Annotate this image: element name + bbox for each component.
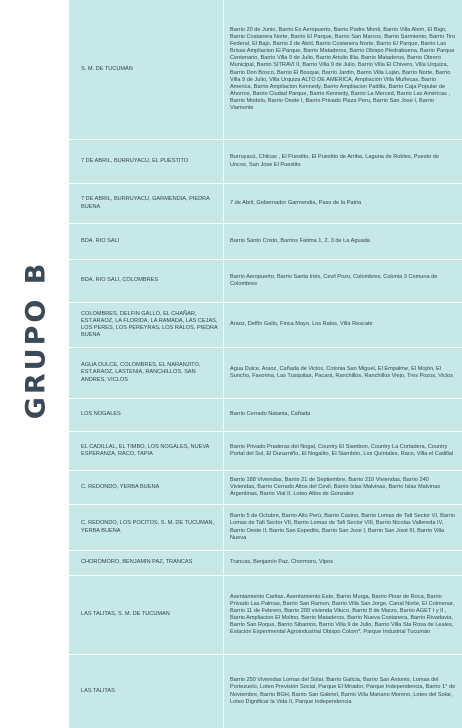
- barrios-cell: Agua Dulce, Araoz, Cañada de Viclos, Colonia San Miguel, El Empalme, El Mojón, El Suncho, Favorina, Las Tusquitas, Pacará, Ranchillos, Ranchillos Viejo, Tres Pozos, Viclos: [230, 365, 454, 379]
- table-row: [69, 303, 462, 348]
- area-cell: AGUA DULCE, COLOMBRES, EL NARANJITO, EST.ARAOZ, LASTENIA, RANCHILLOS, SAN ANDRES, VICLOS: [81, 362, 201, 383]
- table-row: [69, 471, 462, 505]
- zone-table: [69, 0, 462, 728]
- table-row: [69, 184, 462, 224]
- barrios-cell: Araoz, Delfín Gallo, Finca Mayo, Los Ralos, Villa Rescate: [230, 321, 373, 328]
- area-cell: C. REDONDO, YERBA BUENA: [81, 483, 160, 490]
- barrios-cell: Barrio 20 de Junio, Barrio Ex Aeropuerto, Barrio Padre Monti, Barrio Villa Alem, El Bajo, Barrio Costanera Norte, Barrio El Parque, Barrio San Marcos, Barrio Sarmiento, Barrio Tiro Federal, El Bajo, Barrio 2 de Abril, Barrio Costanera Norte, Barrio El Parque, Barrio Las Brisas Ampliacion El Parque, Barrio Mataderos, Barrio Obispo Piedrabuena, Barrio Parque Centenario, Barrio Villa 9 de Julio, Barrio Artulio Illia, Barrio Mataderos, Barrio Obrero Municipal, Barrio SITRAVI II, Barrio Villa 9 de Julio, Barrio Villa El Chivero, Villa Urquiza, Barrio Don Bosco, Barrio El Bosque, Barrio Jardin, Barrio Villa Luján, Barrio Norte, Barrio Villa 9 de Julio, Villa Urquiza ALTO DE AMERICA, Ampliación Villa Muñecas, Barrio America, Barrio Ampliacion Kennedy, Barrio Ampliacion Padilla, Barrio Caja Popular de Ahorros, Barrio Ciudad Parque, Barrio Kennedy, Barrio La Merced, Barrio Las Américas , Barrio Modelo, Barrio Oeste I, Barrio Privado Plaza Peru, Barrio San Jose I, Barrio Viamonte: [230, 26, 456, 112]
- area-cell: EL CADILLAL, EL TIMBO, LOS NOGALES, NUEVA ESPERANZA, RACO, TAPIA: [81, 443, 210, 457]
- barrios-cell: Barrio 250 Viviendas Lomas del Solar, Barrio Galicia, Barrio San Antonio, Lomas del Portezuelo, Loteo Previsión Social, Parque El Mirador, Parque Independencia, Barrio 1° de Noviembre, Barrio BGH, Barrio San Gabriel, Barrio Villa Mariano Moreno, Loteo del Solar, Loteo Dignificar la Vida II, Parque Independencia: [230, 677, 456, 705]
- barrios-cell: Barrio Aeropuerto, Barrio Santa Inés, Cevil Pozo, Colombres, Colonia 3 Comuna de Colombres: [230, 273, 438, 287]
- barrios-cell: Barrio Privado Praderas del Nogal, Country El Siambon, Country La Cortadera, Country Portal del Sol, El Durazniño, El Nogalito, El Siambón, Los Quintales, Raco, Villa el Cadillal: [230, 443, 454, 457]
- group-title: GRUPO B: [20, 260, 52, 420]
- table-row: [69, 432, 462, 471]
- table-row: [69, 260, 462, 303]
- table-row: [69, 0, 462, 140]
- table-row: [69, 399, 462, 432]
- barrios-cell: Barrio Cerrado Natania, Cañada: [230, 411, 311, 418]
- area-cell: S. M. DE TUCUMÁN: [81, 65, 133, 72]
- area-cell: CHOROMORO, BENJAMIN PAZ, TRANCAS: [81, 559, 193, 566]
- side-panel: [0, 0, 69, 728]
- barrios-cell: Barrio 188 Viviendas, Barrio 21 de Septiembre, Barrio 210 Viviendas, Barrio 240 Viviendas, Barrio Cerrado Altos del Cevil, Barrio Islas Malvinas, Barrio Islas Malvinas Argentinas, Barrio Vial II, Loteo Altos de Gonzalez: [230, 476, 441, 498]
- table-row: [69, 505, 462, 551]
- barrios-cell: Barrio Santo Cristo, Barrios Fatima 1, 2. 3 de La Aguada: [230, 237, 370, 244]
- barrios-cell: Barrio 5 de Octubre, Barrio Alto Perú, Barrio Casino, Barrio Lomas de Tafi Sector VI, Barrio Lomas de Tafi Sector VII, Barrio Lomas de Tafi Sector VIII, Barrio Nicolas Vallereda IV, Barrio Oeste II, Barrio San Expedito, Barrio San Jose I, Barrio San José III, Barrio Villa Nueva: [230, 513, 455, 541]
- area-cell: LAS TALITAS: [81, 687, 115, 694]
- area-cell: 7 DE ABRIL, BURRUYACU, EL PUESTITO: [81, 157, 189, 164]
- barrios-cell: 7 de Abril, Gobernador Garmendia, Paso de la Patria: [230, 199, 362, 206]
- table-row: [69, 576, 462, 655]
- table-row: [69, 224, 462, 260]
- area-cell: LAS TALITAS, S. M. DE TUCUMAN: [81, 611, 170, 618]
- area-cell: 7 DE ABRIL, BURRUYACU, GARMENDIA, PIEDRA BUENA: [81, 196, 210, 210]
- area-cell: COLOMBRES, DELFIN GALLO, EL CHAÑAR, EST.ARAOZ, LA FLORIDA, LA RAMADA, LAS CEJAS, LOS PERES, LOS PEREYRAS, LOS RALOS, PIEDRA BUENA: [81, 310, 218, 339]
- barrios-cell: Trancas, Benjamín Paz, Chormoro, Vipos: [230, 559, 333, 566]
- barrios-cell: Burruyacú, Chilcas , El Puestito, El Puestito de Arriba, Laguna de Robles, Puesto de Uncos, San Jose El Puestito: [230, 154, 439, 168]
- barrios-cell: Asentamiento Caritas, Asentamiento Este, Barrio Murga, Barrio Pinar de Roca, Barrio Privado Las Palmas, Barrio San Ramon, Barrio Villa San Jorge, Canal Norte, El Colmenar, Barrio 11 de Febrero, Barrio 200 vivienda Vituco, Barrio 8 de Marzo, Barrio AGET I y II , Barrio Ampliacion El Molino, Barrio Mataderos, Barrio Nueva Costanera, Barrio Rivadavia, Barrio San Roque, Barrio Sibantos, Barrio Villa 9 de Julio, Barrio Villa Sta Rosa de Leales, Estación Experimental Agroindustrial Obispo Colom*, Parque Industrial Tucumán: [230, 593, 455, 636]
- area-cell: LOS NOGALES: [81, 411, 121, 418]
- table-row: [69, 655, 462, 728]
- area-cell: C. REDONDO, LOS POCITOS, S. M. DE TUCUMAN, YERBA BUENA: [81, 520, 215, 534]
- area-cell: BDA. RIO SALI, COLOMBRES: [81, 277, 159, 284]
- table-row: [69, 551, 462, 576]
- table-row: [69, 140, 462, 184]
- table-row: [69, 348, 462, 399]
- area-cell: BDA. RIO SALI: [81, 237, 120, 244]
